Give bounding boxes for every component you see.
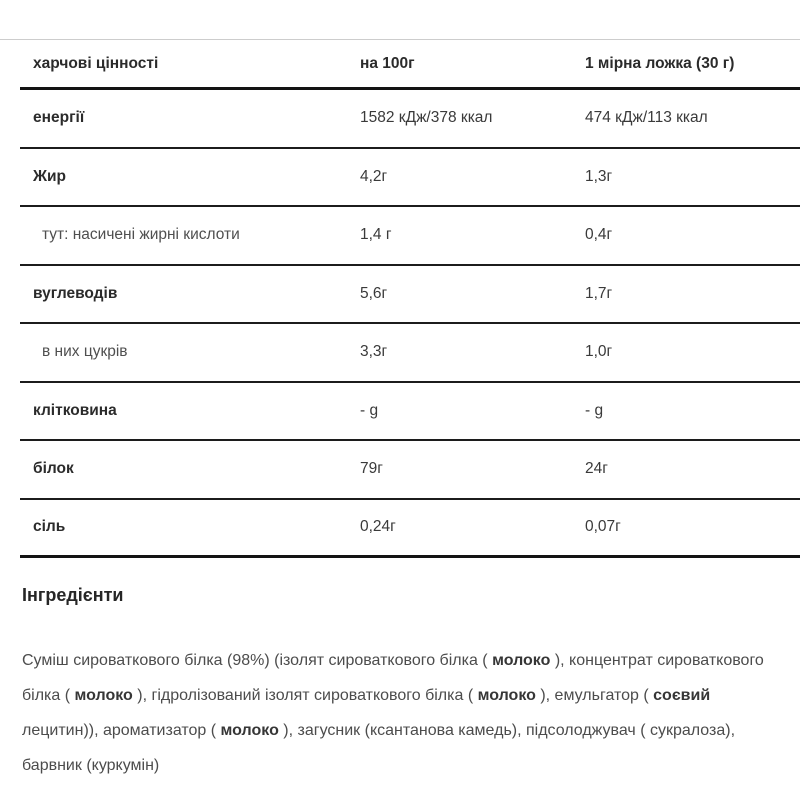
table-row-energy — [20, 90, 800, 149]
value-per-scoop: 474 кДж/113 ккал — [585, 109, 708, 127]
allergen-milk: молоко — [220, 722, 279, 739]
ingredients-text: Суміш сироваткового білка (98%) (ізолят сироваткового білка ( — [22, 652, 493, 669]
table-row-fat — [20, 149, 800, 208]
ingredients-text: ), загусник (ксантанова камедь), підсолоджувач ( сукралоза), барвник (куркумін) — [22, 722, 736, 774]
value-per-scoop: - g — [585, 401, 604, 419]
table-row-saturated-fat — [20, 207, 800, 266]
allergen-soy: соєвий — [653, 687, 711, 704]
ingredients-text: лецитин)), ароматизатор ( — [22, 722, 221, 739]
nutrition-table — [20, 40, 800, 558]
nutrient-label: вуглеводів — [33, 284, 118, 302]
header-nutrients: харчові цінності — [33, 54, 159, 72]
value-per-scoop: 1,3г — [585, 167, 613, 185]
value-per-100g: 5,6г — [360, 284, 388, 302]
allergen-milk: молоко — [477, 687, 536, 704]
value-per-100g: 1,4 г — [360, 226, 392, 244]
nutrient-label: білок — [33, 460, 74, 478]
ingredients-text: ), концентрат сироваткового білка ( — [22, 652, 764, 704]
ingredients-heading: Інгредієнти — [22, 585, 124, 605]
value-per-100g: 0,24г — [360, 518, 396, 536]
value-per-100g: 3,3г — [360, 343, 388, 361]
nutrient-label: Жир — [33, 167, 67, 185]
value-per-100g: 4,2г — [360, 167, 388, 185]
value-per-scoop: 0,4г — [585, 226, 613, 244]
allergen-milk: молоко — [74, 687, 133, 704]
table-row-sugars — [20, 324, 800, 383]
nutrient-sublabel: тут: насичені жирні кислоти — [42, 226, 240, 244]
header-per-100g: на 100г — [360, 54, 415, 72]
value-per-100g: 79г — [360, 460, 383, 478]
table-row-carbohydrates — [20, 266, 800, 325]
table-row-salt — [20, 500, 800, 559]
nutrient-label: енергії — [33, 109, 85, 127]
ingredients-text: ), гідролізований ізолят сироваткового білка ( — [132, 687, 478, 704]
value-per-scoop: 24г — [585, 460, 608, 478]
table-row-fiber — [20, 383, 800, 442]
nutrient-label: сіль — [33, 518, 66, 536]
allergen-milk: молоко — [492, 652, 551, 669]
value-per-scoop: 1,7г — [585, 284, 613, 302]
nutrient-label: клітковина — [33, 401, 117, 419]
header-per-scoop: 1 мірна ложка (30 г) — [585, 54, 735, 72]
table-row-protein — [20, 441, 800, 500]
value-per-100g: - g — [360, 401, 379, 419]
value-per-scoop: 1,0г — [585, 343, 613, 361]
ingredients-text: ), емульгатор ( — [535, 687, 654, 704]
ingredients-paragraph — [22, 643, 770, 783]
value-per-scoop: 0,07г — [585, 518, 621, 536]
nutrient-sublabel: в них цукрів — [42, 343, 128, 361]
table-header-row — [20, 40, 800, 90]
value-per-100g: 1582 кДж/378 ккал — [360, 109, 493, 127]
